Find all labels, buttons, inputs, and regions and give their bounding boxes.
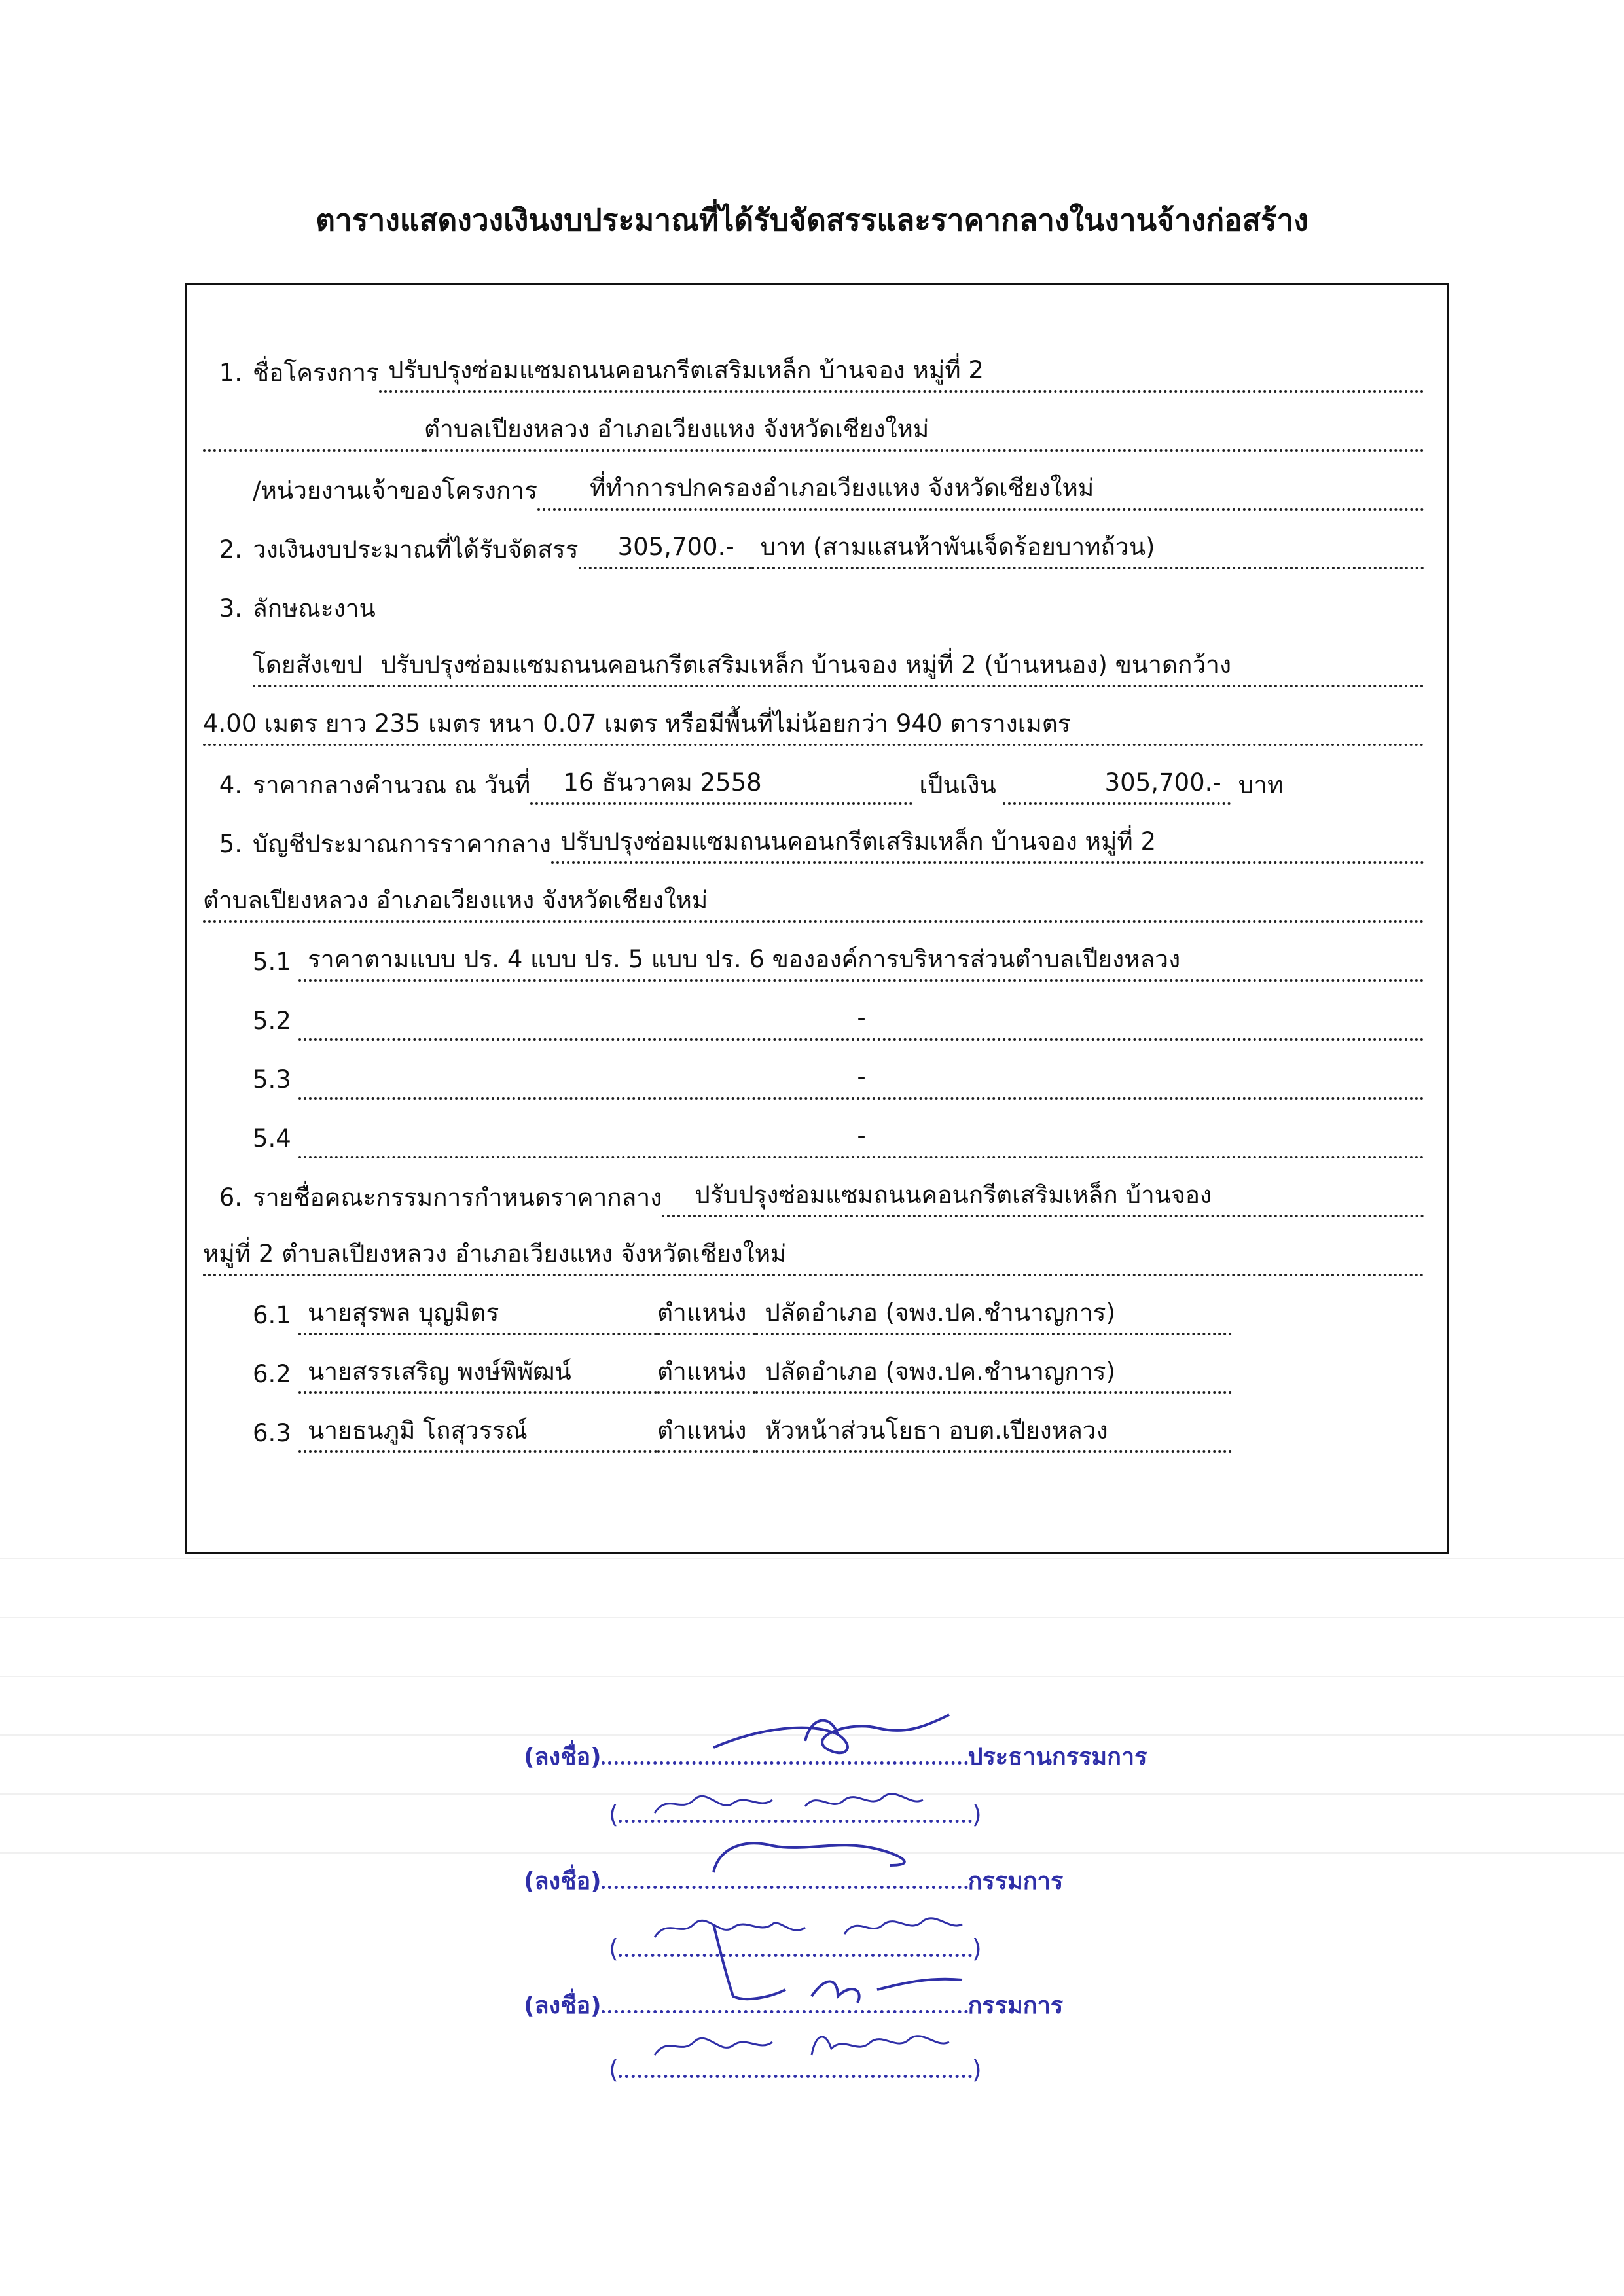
handwritten-name-1 xyxy=(648,1780,936,1826)
member-6-1-name: นายสุรพล บุญมิตร xyxy=(298,1293,657,1335)
item-4-amount: 305,700.- xyxy=(1003,763,1231,805)
item-1-value: ปรับปรุงซ่อมแซมถนนคอนกรีตเสริมเหล็ก บ้านจอง หมู่ที่ 2 xyxy=(379,351,1424,393)
signature-role-2: กรรมการ xyxy=(967,1868,1064,1895)
member-6-2-name: นายสรรเสริญ พงษ์พิพัฒน์ xyxy=(298,1352,657,1394)
item-4-reference-price: 4. ราคากลางคำนวณ ณ วันที่ 16 ธันวาคม 2558 เป็นเงิน 305,700.- บาท xyxy=(203,766,1424,805)
item-5-3-value: - xyxy=(298,1058,1424,1100)
item-5-1-value: ราคาตามแบบ ปร. 4 แบบ ปร. 5 แบบ ปร. 6 ขององค์การบริหารส่วนตำบลเปียงหลวง xyxy=(298,940,1424,982)
item-2-label: วงเงินงบประมาณที่ได้รับจัดสรร xyxy=(253,535,579,564)
item-3-summary-cont xyxy=(203,707,1424,746)
member-6-3-position: หัวหน้าส่วนโยธา อบต.เปียงหลวง xyxy=(755,1411,1232,1453)
item-5-label: บัญชีประมาณการราคากลาง xyxy=(253,830,551,858)
item-6-committee: 6. รายชื่อคณะกรรมการกำหนดราคากลาง ปรับปรุงซ่อมแซมถนนคอนกรีตเสริมเหล็ก บ้านจอง xyxy=(203,1178,1424,1217)
item-3-label: ลักษณะงาน xyxy=(253,594,376,622)
signature-line-3: (ลงชื่อ) กรรมการ xyxy=(524,1992,1064,2019)
signature-name-1: ( ) xyxy=(609,1800,982,1829)
item-6-label: รายชื่อคณะกรรมการกำหนดราคากลาง xyxy=(253,1183,662,1211)
member-6-3-name: นายธนภูมิ โถสุวรรณ์ xyxy=(298,1411,657,1453)
item-5-estimate: 5. บัญชีประมาณการราคากลาง ปรับปรุงซ่อมแซมถนนคอนกรีตเสริมเหล็ก บ้านจอง หมู่ที่ 2 xyxy=(203,825,1424,864)
member-6-2-position: ปลัดอำเภอ (จพง.ปค.ชำนาญการ) xyxy=(755,1352,1232,1394)
item-5-4-value: - xyxy=(298,1117,1424,1158)
signature-3-scribble xyxy=(694,1924,969,2022)
item-2-amount: 305,700.- xyxy=(579,528,751,569)
item-5-3: 5.3 - xyxy=(203,1060,1424,1100)
item-1-label: ชื่อโครงการ xyxy=(253,359,379,387)
item-5-2-value: - xyxy=(298,999,1424,1041)
item-5-value: ปรับปรุงซ่อมแซมถนนคอนกรีตเสริมเหล็ก บ้านจอง หมู่ที่ 2 xyxy=(551,822,1424,864)
item-6-value: ปรับปรุงซ่อมแซมถนนคอนกรีตเสริมเหล็ก บ้านจอง xyxy=(662,1175,1424,1217)
item-1-value-2: ตำบลเปียงหลวง อำเภอเวียงแหง จังหวัดเชียงใหม่ xyxy=(424,410,1424,452)
signature-role-3: กรรมการ xyxy=(967,1992,1064,2019)
item-1-project-name-cont xyxy=(203,412,1424,452)
document-title: ตารางแสดงวงเงินงบประมาณที่ได้รับจัดสรรและราคากลางในงานจ้างก่อสร้าง xyxy=(316,202,1308,238)
item-5-2: 5.2 - xyxy=(203,1001,1424,1041)
item-4-date: 16 ธันวาคม 2558 xyxy=(530,763,912,805)
member-6-2: 6.2 นายสรรเสริญ พงษ์พิพัฒน์ ตำแหน่ง ปลัดอำเภอ (จพง.ปค.ชำนาญการ) xyxy=(203,1355,1424,1394)
item-4-amount-label: เป็นเงิน xyxy=(919,771,996,799)
item-3-summary-value-2: 4.00 เมตร ยาว 235 เมตร หนา 0.07 เมตร หรือมีพื้นที่ไม่น้อยกว่า 940 ตารางเมตร xyxy=(203,704,1424,746)
signature-line-2: (ลงชื่อ) กรรมการ xyxy=(524,1868,1064,1895)
item-1-agency-label: /หน่วยงานเจ้าของโครงการ xyxy=(253,476,538,505)
item-3-summary xyxy=(203,648,1424,687)
item-5-value-2: ตำบลเปียงหลวง อำเภอเวียงแหง จังหวัดเชียงใหม่ xyxy=(203,881,1424,923)
item-6-value-2: หมู่ที่ 2 ตำบลเปียงหลวง อำเภอเวียงแหง จังหวัดเชียงใหม่ xyxy=(203,1234,1424,1276)
signature-name-2: ( ) xyxy=(609,1934,982,1963)
item-4-unit: บาท xyxy=(1238,771,1284,799)
signature-name-3: ( ) xyxy=(609,2055,982,2084)
item-5-4: 5.4 - xyxy=(203,1119,1424,1158)
item-4-label: ราคากลางคำนวณ ณ วันที่ xyxy=(253,771,531,799)
signature-2-scribble xyxy=(707,1826,956,1885)
item-3-work: 3. ลักษณะงาน xyxy=(203,589,1424,628)
item-1-agency-value: ที่ทำการปกครองอำเภอเวียงแหง จังหวัดเชียงใหม่ xyxy=(537,469,1424,511)
handwritten-name-3 xyxy=(648,2022,962,2075)
signature-line-1: (ลงชื่อ) ประธานกรรมการ xyxy=(524,1744,1147,1770)
item-1-project-name: 1. ชื่อโครงการ ปรับปรุงซ่อมแซมถนนคอนกรีตเสริมเหล็ก บ้านจอง หมู่ที่ 2 xyxy=(203,353,1424,393)
item-5-1: 5.1 ราคาตามแบบ ปร. 4 แบบ ปร. 5 แบบ ปร. 6 ขององค์การบริหารส่วนตำบลเปียงหลวง xyxy=(203,942,1424,982)
item-6-committee-cont xyxy=(203,1237,1424,1276)
item-1-agency xyxy=(203,471,1424,511)
signature-role-1: ประธานกรรมการ xyxy=(967,1744,1147,1770)
item-3-summary-value: ปรับปรุงซ่อมแซมถนนคอนกรีตเสริมเหล็ก บ้านจอง หมู่ที่ 2 (บ้านหนอง) ขนาดกว้าง xyxy=(372,645,1424,687)
member-6-1-position: ปลัดอำเภอ (จพง.ปค.ชำนาญการ) xyxy=(755,1293,1232,1335)
item-5-estimate-cont xyxy=(203,884,1424,923)
member-6-1: 6.1 นายสุรพล บุญมิตร ตำแหน่ง ปลัดอำเภอ (จพง.ปค.ชำนาญการ) xyxy=(203,1296,1424,1335)
member-6-3: 6.3 นายธนภูมิ โถสุวรรณ์ ตำแหน่ง หัวหน้าส่วนโยธา อบต.เปียงหลวง xyxy=(203,1414,1424,1453)
item-3-summary-label: โดยสังเขป xyxy=(253,645,372,687)
item-2-budget: 2. วงเงินงบประมาณที่ได้รับจัดสรร 305,700.- บาท (สามแสนห้าพันเจ็ดร้อยบาทถ้วน) xyxy=(203,530,1424,569)
signature-1-scribble xyxy=(707,1702,956,1767)
item-2-unit: บาท (สามแสนห้าพันเจ็ดร้อยบาทถ้วน) xyxy=(751,528,1424,569)
